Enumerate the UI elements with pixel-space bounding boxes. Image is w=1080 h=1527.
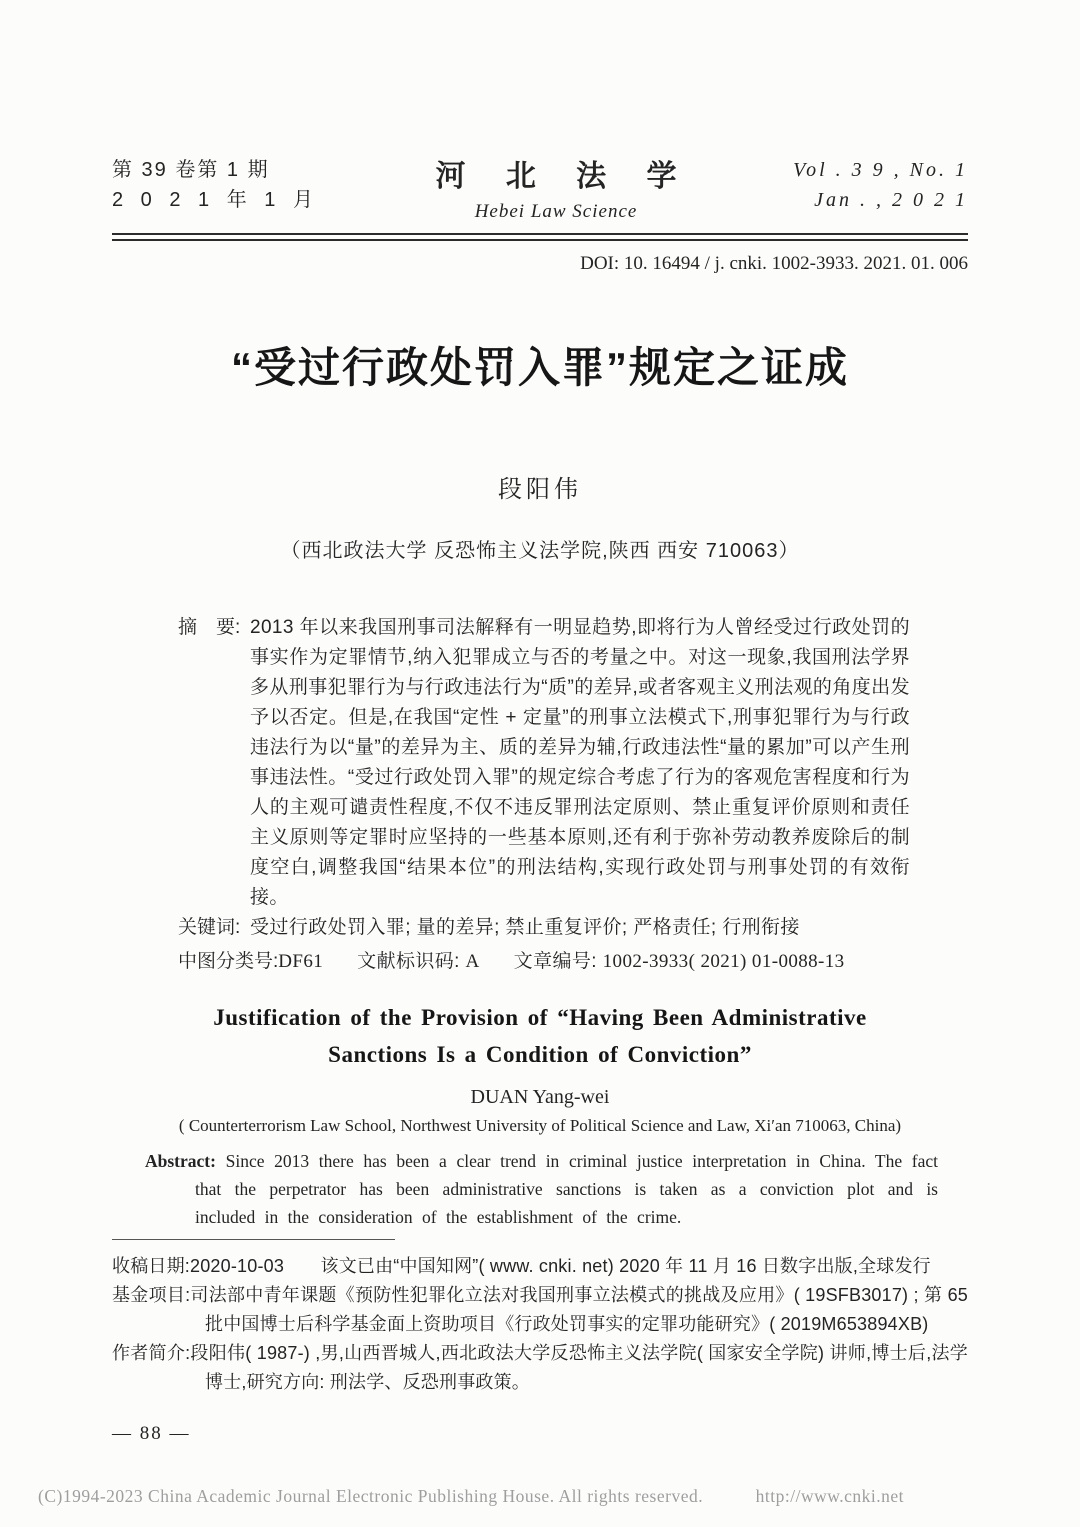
issue-date-cn: 2 0 2 1 年 1 月 [112,189,319,211]
article-title-en-line2: Sanctions Is a Condition of Conviction” [328,1042,752,1067]
author-name-cn: 段阳伟 [498,476,582,503]
issue-volume-en: Vol . 3 9 , No. 1 [793,159,968,181]
abstract-en [145,1147,938,1231]
footnote-divider [112,1239,395,1240]
article-title-en [112,999,968,1073]
author-name-en: DUAN Yang-wei [470,1086,610,1108]
issue-volume-cn: 第 39 卷第 1 期 [112,159,270,181]
classification-values [278,947,910,977]
author-bio-text: 段阳伟( 1987-) ,男,山西晋城人,西北政法大学反恐怖主义法学院( 国家安全学院) 讲师,博士后,法学博士,研究方向: 刑法学、反恐刑事政策。 [190,1343,968,1392]
article-id-value: 1002-3933( 2021) 01-0088-13 [602,951,845,972]
abstract-label-cn: 摘 要: [178,617,241,638]
footnotes-block [112,1252,968,1397]
received-date-label: 收稿日期: [112,1256,191,1276]
doi-line: DOI: 10. 16494 / j. cnki. 1002-3933. 2021. 01. 006 [580,253,968,274]
footnote-fund [112,1281,968,1339]
journal-name-cn: 河 北 法 学 [435,160,693,193]
clc-value: DF61 [278,951,324,972]
article-title-en-line1: Justification of the Provision of “Having Been Administrative [213,1005,867,1030]
abstract-label-en: Abstract: [145,1151,216,1171]
clc-label: 中图分类号: [178,951,279,972]
author-bio-label: 作者简介: [112,1343,191,1363]
issue-info-cn [112,155,319,215]
footnote-bio [112,1339,968,1397]
copyright-text: (C)1994-2023 China Academic Journal Electronic Publishing House. All rights reserved. [38,1486,704,1506]
received-date-text: 2020-10-03 该文已由“中国知网”( www. cnki. net) 2020 年 11 月 16 日数字出版,全球发行 [190,1256,931,1276]
page-content [112,155,968,1445]
article-title-cn: “受过行政处罚入罪”规定之证成 [230,344,849,391]
author-affiliation-cn: （西北政法大学 反恐怖主义法学院,陕西 西安 710063） [280,540,800,562]
fund-project-label: 基金项目: [112,1285,191,1305]
journal-header [112,155,968,223]
author-affiliation-en: ( Counterterrorism Law School, Northwest University of Political Science and Law, Xi′an 710063, China) [178,1116,902,1135]
doc-code-label: 文献标识码: [357,951,460,972]
journal-name-en: Hebei Law Science [474,201,638,222]
page-number: — 88 — [112,1423,191,1444]
keywords-text-cn: 受过行政处罚入罪; 量的差异; 禁止重复评价; 严格责任; 行刑衔接 [250,917,800,938]
abstract-text-cn: 2013 年以来我国刑事司法解释有一明显趋势,即将行为人曾经受过行政处罚的事实作为定罪情节,纳入犯罪成立与否的考量之中。对这一现象,我国刑法学界多从刑事犯罪行为与行政违法行为“质”的差异,或者客观主义刑法观的角度出发予以否定。但是,在我国“定性 + 定量”的刑事立法模式下,刑事犯罪行为与行政违法行为以“量”的差异为主、质的差异为辅,行政违法性“量的累加”可以产生刑事违法性。“受过行政处罚入罪”的规定综合考虑了行为的客观危害程度和行为人的主观可谴责性程度,不仅不违反罪刑法定原则、禁止重复评价原则和责任主义原则等定罪时应坚持的一些基本原则,还有利于弥补劳动教养废除后的制度空白,调整我国“结果本位”的刑法结构,实现行政处罚与刑事处罚的有效衔接。 [250,617,910,908]
journal-name-block [420,151,693,223]
issue-info-en [793,155,968,215]
doc-code-value: A [465,951,480,972]
footnote-received [112,1252,968,1281]
cnki-footer [38,1486,904,1507]
fund-project-text: 司法部中青年课题《预防性犯罪化立法对我国刑事立法模式的挑战及应用》( 19SFB3017) ; 第 65 批中国博士后科学基金面上资助项目《行政处罚事实的定罪功能研究》( 2019M653894XB) [190,1285,968,1334]
header-divider [112,233,968,241]
keywords-cn [178,913,910,943]
cnki-url: http://www.cnki.net [755,1486,904,1506]
issue-date-en: Jan . , 2 0 2 1 [814,189,968,211]
abstract-text-en: Since 2013 there has been a clear trend in criminal justice interpretation in China. The fact that the perpetrator has been administrative sanctions is taken as a conviction plot and is included in the consideration of the establishment of the crime. [195,1151,938,1227]
article-id-label: 文章编号: [513,951,597,972]
keywords-label-cn: 关键词: [178,917,241,938]
abstract-cn [178,613,910,913]
classification-line [178,947,910,977]
